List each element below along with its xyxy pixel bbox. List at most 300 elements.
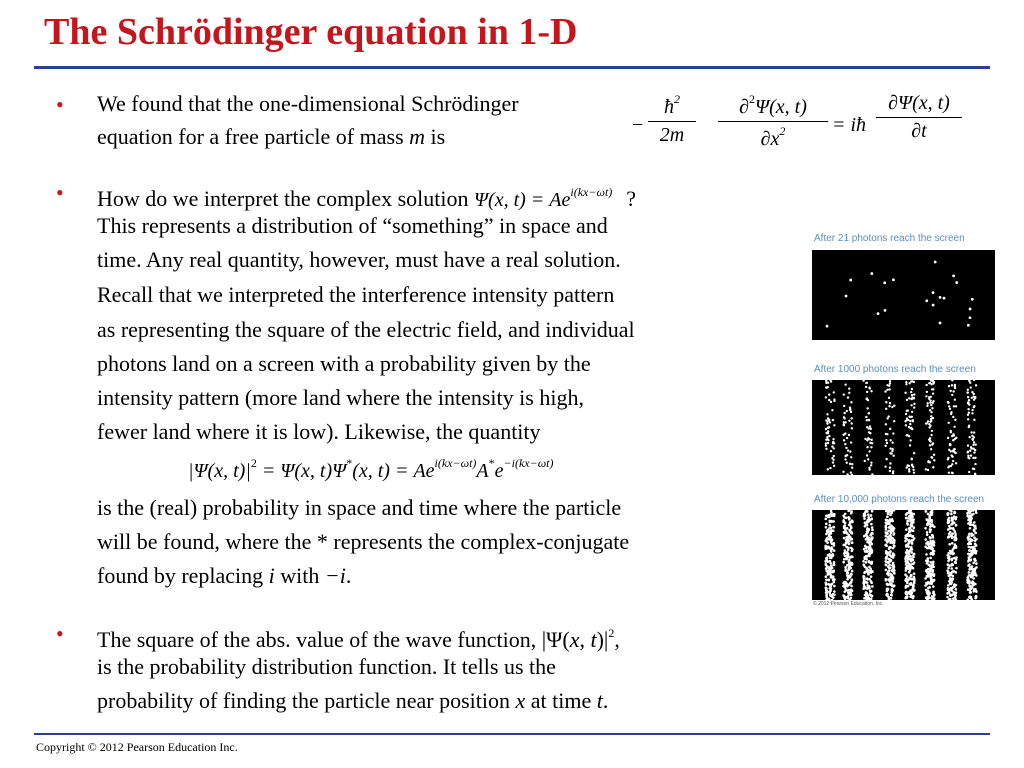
photon-dot: [825, 533, 828, 536]
photon-dot: [892, 562, 895, 565]
photon-dot: [930, 415, 932, 417]
photon-dot: [845, 295, 848, 298]
photon-dot: [969, 527, 972, 530]
photon-dot: [829, 421, 831, 423]
photon-dot: [887, 596, 890, 599]
photon-dot: [851, 541, 854, 544]
photon-dot: [885, 545, 888, 548]
photon-dot: [825, 575, 828, 578]
photon-dot: [829, 513, 832, 516]
photon-dot: [967, 444, 969, 446]
photon-dot: [905, 586, 908, 589]
photon-dot: [929, 531, 932, 534]
photon-dot: [910, 391, 912, 393]
photon-dot: [893, 539, 896, 542]
photon-dot: [884, 445, 886, 447]
photon-dot: [908, 540, 911, 543]
photon-dot: [867, 546, 870, 549]
photon-dot: [968, 457, 970, 459]
photon-dot: [870, 575, 873, 578]
photon-dot: [949, 531, 952, 534]
photon-dot: [891, 406, 893, 408]
photon-dot: [866, 391, 868, 393]
photon-dot: [870, 464, 872, 466]
photon-dot: [907, 519, 910, 522]
photon-dot: [910, 427, 912, 429]
photon-dot: [851, 467, 853, 469]
photon-dot: [955, 558, 958, 561]
photon-dot: [930, 448, 932, 450]
photon-dot: [973, 393, 975, 395]
photon-dot: [829, 585, 832, 588]
photon-dot: [933, 579, 936, 582]
photon-dot: [864, 460, 866, 462]
photon-dot: [926, 524, 929, 527]
photon-dot: [832, 554, 835, 557]
photon-dot: [889, 582, 892, 585]
photon-dot: [967, 546, 970, 549]
photon-dot: [968, 471, 970, 473]
photon-dot: [867, 399, 869, 401]
photon-dot: [974, 473, 976, 475]
photon-dot: [832, 529, 835, 532]
photon-dot: [869, 442, 871, 444]
photon-dot: [865, 386, 867, 388]
photon-dot: [974, 449, 976, 451]
photon-dot: [952, 553, 955, 556]
photon-dot: [930, 383, 932, 385]
photon-dot: [946, 513, 949, 516]
photon-dot: [871, 510, 874, 513]
photon-dot: [932, 442, 934, 444]
photon-dot: [889, 537, 892, 540]
photon-dot: [932, 466, 934, 468]
photon-dot: [973, 380, 975, 381]
photon-dot: [929, 421, 931, 423]
photon-dot: [970, 587, 973, 590]
photon-dot: [912, 562, 915, 565]
photon-dot: [847, 584, 850, 587]
photon-dot: [973, 530, 976, 533]
photon-dot: [847, 539, 850, 542]
photon-dot: [832, 442, 834, 444]
photon-dot: [843, 537, 846, 540]
photon-dot: [973, 536, 976, 539]
photon-dot: [972, 534, 975, 537]
photon-dot: [955, 452, 957, 454]
photon-dot: [850, 573, 853, 576]
photon-dot: [954, 399, 956, 401]
photon-dot: [908, 571, 911, 574]
photon-dot: [955, 584, 958, 587]
photon-dot: [927, 402, 929, 404]
photon-dot: [867, 513, 870, 516]
photon-dot: [946, 592, 949, 595]
photon-dot: [948, 525, 951, 528]
photon-dot: [868, 555, 871, 558]
photon-dot: [885, 564, 888, 567]
photon-dot: [848, 420, 850, 422]
photon-dot: [970, 431, 972, 433]
photon-dot: [947, 402, 949, 404]
photon-dot: [926, 597, 929, 600]
photon-dot: [967, 455, 969, 457]
photon-dot: [833, 465, 835, 467]
photon-dot: [863, 513, 866, 516]
screen-10000-photons: [812, 510, 995, 600]
photon-dot: [863, 517, 866, 520]
photon-dot: [888, 523, 891, 526]
photon-dot: [939, 322, 942, 325]
photon-dot: [866, 446, 868, 448]
photon-dot: [828, 530, 831, 533]
photon-dot: [949, 408, 951, 410]
photon-dot: [926, 575, 929, 578]
photon-dot: [932, 536, 935, 539]
photon-dot: [925, 468, 927, 470]
photon-dot: [911, 548, 914, 551]
photon-dot: [967, 535, 970, 538]
photon-dot: [824, 581, 827, 584]
photon-dot: [889, 566, 892, 569]
photon-dot: [905, 513, 908, 516]
bullet3-line2: is the probability distribution function. It tells us the: [97, 654, 556, 679]
photon-dot: [886, 389, 888, 391]
photon-dot: [842, 471, 844, 473]
photon-dot: [967, 418, 969, 420]
photon-dot: [952, 460, 954, 462]
photon-dot: [967, 414, 969, 416]
photon-dot: [891, 589, 894, 592]
photon-dot: [954, 511, 957, 514]
photon-dot: [968, 568, 971, 571]
photon-dot: [847, 552, 850, 555]
photon-dot: [850, 562, 853, 565]
photon-dot: [948, 471, 950, 473]
photon-dot: [954, 571, 957, 574]
photon-dot: [847, 449, 849, 451]
photon-dot: [848, 434, 850, 436]
photon-dot: [843, 412, 845, 414]
photon-dot: [932, 304, 935, 307]
photon-dot: [887, 415, 889, 417]
photon-dot: [929, 553, 932, 556]
photon-dot: [930, 574, 933, 577]
photon-dot: [925, 395, 927, 397]
photon-dot: [846, 546, 849, 549]
photon-dot: [832, 461, 834, 463]
photon-dot: [867, 427, 869, 429]
photon-dot: [851, 578, 854, 581]
photon-dot: [869, 432, 871, 434]
photon-dot: [831, 409, 833, 411]
photon-dot: [871, 561, 874, 564]
photon-dot: [886, 553, 889, 556]
photon-dot: [842, 561, 845, 564]
photon-dot: [851, 532, 854, 535]
bullet-marker: •: [56, 180, 64, 205]
photon-dot: [889, 382, 891, 384]
photon-dot: [864, 586, 867, 589]
photon-dot: [843, 393, 845, 395]
photon-dot: [889, 466, 891, 468]
photon-dot: [939, 296, 942, 299]
photon-dot: [909, 595, 912, 598]
photon-dot: [832, 578, 835, 581]
photon-dot: [927, 595, 930, 598]
photon-dot: [926, 591, 929, 594]
photon-dot: [927, 563, 930, 566]
photon-dot: [951, 559, 954, 562]
photon-dot: [825, 589, 828, 592]
photon-dot: [972, 562, 975, 565]
photon-dot: [832, 419, 834, 421]
photon-dot: [849, 279, 852, 282]
photon-dot: [833, 542, 836, 545]
photon-dot: [968, 549, 971, 552]
photon-dot: [827, 570, 830, 573]
photon-dot: [844, 455, 846, 457]
photon-dot: [973, 525, 976, 528]
photon-dot: [848, 556, 851, 559]
photon-dot: [951, 577, 954, 580]
photon-dot: [912, 526, 915, 529]
bullet2-line5: as representing the square of the electric field, and individual: [97, 317, 635, 342]
photon-dot: [851, 548, 854, 551]
photon-dot: [848, 543, 851, 546]
photon-dot: [889, 546, 892, 549]
photon-dot: [847, 534, 850, 537]
photon-dot: [925, 553, 928, 556]
photon-dot: [908, 397, 910, 399]
photon-dot: [912, 420, 914, 422]
photon-dot: [931, 407, 933, 409]
photon-dot: [868, 412, 870, 414]
photon-dot: [969, 316, 972, 319]
bullet2-line3: time. Any real quantity, however, must have a real solution.: [97, 247, 621, 272]
photon-dot: [954, 419, 956, 421]
photon-dot: [847, 510, 850, 512]
photon-dot: [972, 570, 975, 573]
bullet1-line2: equation for a free particle of mass m is: [97, 124, 446, 149]
photon-dot: [908, 470, 910, 472]
photon-dot: [908, 563, 911, 566]
photon-dot: [846, 437, 848, 439]
photon-dot: [930, 404, 932, 406]
photon-dot: [904, 558, 907, 561]
photon-dot: [973, 451, 975, 453]
photon-dot: [893, 420, 895, 422]
photon-dot: [930, 411, 932, 413]
photon-dot: [952, 449, 954, 451]
photon-dot: [953, 597, 956, 600]
photon-dot: [933, 459, 935, 461]
photon-dot: [885, 439, 887, 441]
photon-dot: [947, 457, 949, 459]
photon-dot: [931, 534, 934, 537]
photon-dot: [910, 575, 913, 578]
photon-dot: [905, 528, 908, 531]
photon-dot: [927, 469, 929, 471]
photon-dot: [952, 275, 955, 278]
photon-dot: [886, 593, 889, 596]
photon-dot: [947, 536, 950, 539]
photon-dot: [908, 435, 910, 437]
photon-dot: [826, 413, 828, 415]
photon-dot: [830, 527, 833, 530]
photon-dot: [868, 519, 871, 522]
photon-dot: [846, 597, 849, 600]
photon-dot: [968, 571, 971, 574]
photon-dot: [926, 559, 929, 562]
photon-dot: [972, 584, 975, 587]
photon-dot: [829, 568, 832, 571]
photon-dot: [830, 536, 833, 539]
photon-dot: [868, 538, 871, 541]
photon-dot: [947, 521, 950, 524]
photon-dot: [871, 526, 874, 529]
photon-dot: [913, 578, 916, 581]
photon-dot: [926, 391, 928, 393]
photon-dot: [931, 430, 933, 432]
copyright-footer: Copyright © 2012 Pearson Education Inc.: [36, 740, 238, 754]
photon-dot: [971, 550, 974, 553]
photon-dot: [871, 537, 874, 540]
bullet3-line1: The square of the abs. value of the wave function, |Ψ(x, $t)|^2$,: [97, 626, 620, 652]
bullet-marker: •: [56, 92, 64, 117]
photon-dot: [907, 558, 910, 561]
photon-dot: [848, 518, 851, 521]
photon-dot: [889, 439, 891, 441]
photon-dot: [911, 388, 913, 390]
photon-dot: [829, 588, 832, 591]
photon-dot: [968, 411, 970, 413]
photon-dot: [871, 529, 874, 532]
photon-dot: [909, 439, 911, 441]
photon-dot: [868, 468, 870, 470]
photon-dot: [951, 384, 953, 386]
photon-dot: [968, 403, 970, 405]
photon-dot: [892, 432, 894, 434]
photon-dot: [930, 564, 933, 567]
photon-dot: [955, 588, 958, 591]
photon-dot: [825, 442, 827, 444]
photon-dot: [885, 538, 888, 541]
photon-dot: [912, 513, 915, 516]
photon-dot: [905, 560, 908, 563]
photon-dot: [884, 535, 887, 538]
photon-dot: [955, 524, 958, 527]
photon-dot: [906, 399, 908, 401]
photon-dot: [911, 397, 913, 399]
photon-dot: [971, 412, 973, 414]
photon-dot: [906, 466, 908, 468]
photon-dot: [891, 518, 894, 521]
photon-dot: [952, 564, 955, 567]
photon-dot: [950, 411, 952, 413]
photon-dot: [863, 556, 866, 559]
photon-dot: [929, 444, 931, 446]
photon-dot: [968, 399, 970, 401]
photon-dot: [849, 409, 851, 411]
caption-1000-photons: After 1000 photons reach the screen: [814, 364, 976, 375]
photon-dot: [825, 386, 827, 388]
photon-dot: [891, 450, 893, 452]
photon-dot: [845, 447, 847, 449]
photon-dot: [842, 585, 845, 588]
photon-dot: [825, 538, 828, 541]
photon-dot: [831, 599, 834, 600]
photon-dot: [931, 595, 934, 598]
photon-dot: [970, 554, 973, 557]
bullet2-line10: will be found, where the * represents the complex-conjugate: [97, 529, 630, 554]
photon-dot: [967, 450, 969, 452]
photon-dot: [951, 571, 954, 574]
photon-dot: [847, 594, 850, 597]
photon-dot: [934, 261, 937, 264]
photon-dot: [909, 512, 912, 515]
photon-dot: [912, 554, 915, 557]
photon-dot: [825, 593, 828, 596]
caption-10000-photons: After 10,000 photons reach the screen: [814, 494, 985, 505]
photon-dot: [913, 537, 916, 540]
photon-dot: [851, 463, 853, 465]
photon-dot: [892, 564, 895, 567]
photon-dot: [851, 474, 853, 475]
photon-dot: [846, 574, 849, 577]
photon-dot: [924, 527, 927, 530]
photon-dot: [932, 592, 935, 595]
photon-dot: [949, 527, 952, 530]
photon-dot: [929, 409, 931, 411]
photon-dot: [869, 541, 872, 544]
photon-dot: [948, 543, 951, 546]
photon-dot: [830, 450, 832, 452]
photon-dot: [850, 510, 853, 513]
photon-dot: [974, 396, 976, 398]
photon-dot: [906, 549, 909, 552]
photon-dot: [904, 420, 906, 422]
photon-dot: [924, 510, 927, 513]
photon-dot: [828, 426, 830, 428]
photon-dot: [870, 272, 873, 275]
photon-dot: [868, 593, 871, 596]
photon-dots-1000: [812, 380, 995, 475]
photon-dot: [948, 405, 950, 407]
photon-dot: [887, 573, 890, 576]
photon-dot: [973, 558, 976, 561]
photon-dot: [970, 386, 972, 388]
photon-dot: [886, 520, 889, 523]
photon-dot: [865, 592, 868, 595]
photon-dot: [833, 391, 835, 393]
screen-21-photons: [812, 250, 995, 340]
photon-dot: [862, 380, 864, 382]
photon-dot: [825, 448, 827, 450]
photon-dot: [887, 558, 890, 561]
photon-dot: [908, 468, 910, 470]
photon-dot: [932, 585, 935, 588]
photon-dot: [848, 560, 851, 563]
photon-dot: [870, 461, 872, 463]
photon-dot: [825, 396, 827, 398]
photon-dot: [885, 579, 888, 582]
photon-dot: [893, 545, 896, 548]
bullet2-line6: photons land on a screen with a probability given by the: [97, 351, 591, 376]
photon-dot: [850, 401, 852, 403]
photon-dot: [913, 381, 915, 383]
photon-dot: [850, 417, 852, 419]
